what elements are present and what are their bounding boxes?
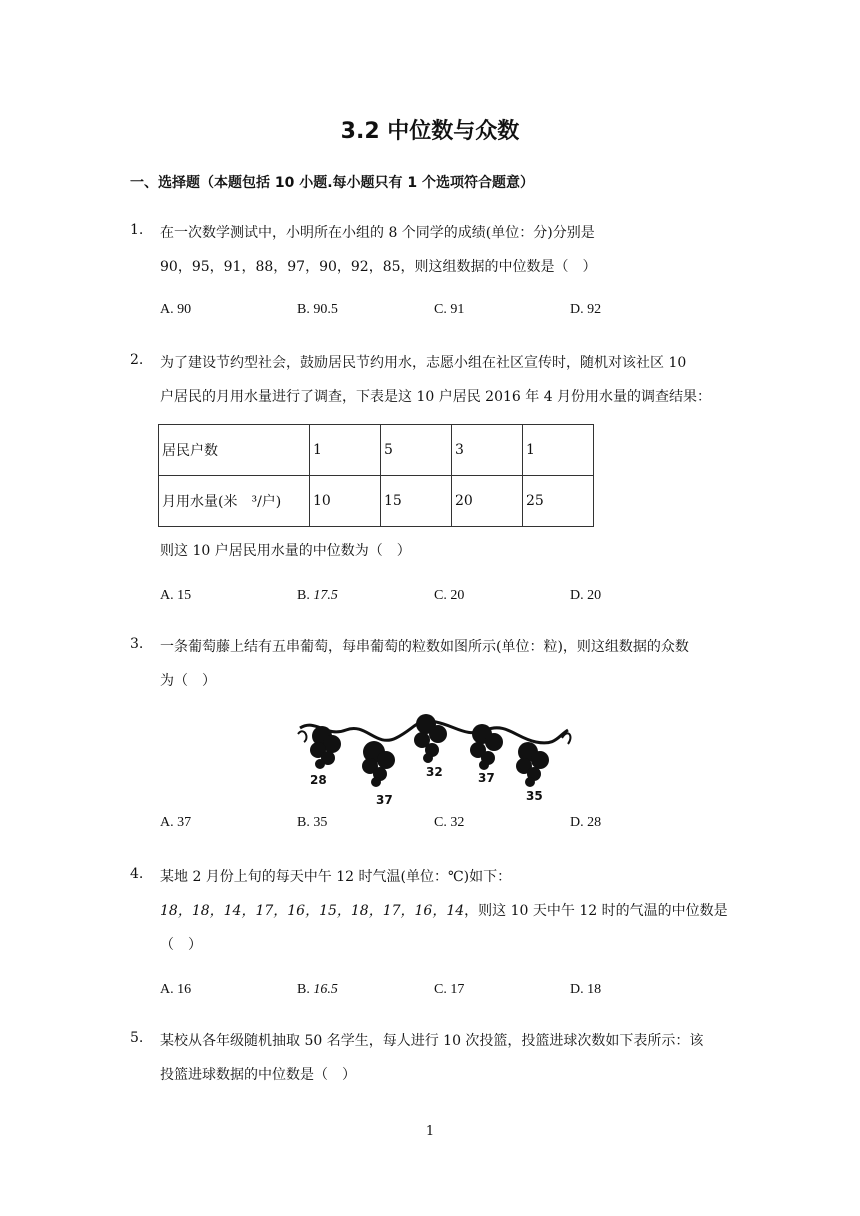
table-cell: 5 bbox=[381, 425, 452, 476]
table-cell: 10 bbox=[310, 476, 381, 527]
question-text bbox=[160, 900, 728, 920]
table-cell: 20 bbox=[452, 476, 523, 527]
option-b-label: B. bbox=[297, 982, 314, 997]
option-d: D. 28 bbox=[570, 815, 602, 830]
table-cell: 15 bbox=[381, 476, 452, 527]
option-d: D. 92 bbox=[570, 302, 602, 317]
question-number: 5. bbox=[130, 1030, 144, 1046]
option-b-label: B. bbox=[297, 588, 314, 603]
table-row bbox=[159, 476, 594, 527]
grape-count-label: 37 bbox=[376, 793, 393, 807]
option-a: A. 90 bbox=[160, 302, 192, 317]
question-tail: ，则这 10 天中午 12 时的气温的中位数是 bbox=[464, 903, 728, 919]
table-cell: 3 bbox=[452, 425, 523, 476]
grape-count-label: 28 bbox=[310, 773, 327, 787]
question-text: （ ） bbox=[160, 937, 202, 953]
option-a: A. 16 bbox=[160, 982, 192, 997]
option-b bbox=[297, 588, 338, 604]
option-c: C. 17 bbox=[434, 982, 465, 997]
grape-bunch bbox=[516, 742, 549, 787]
question-number: 2. bbox=[130, 352, 144, 368]
option-b: B. 35 bbox=[297, 815, 328, 830]
grape-bunch bbox=[414, 714, 447, 763]
option-c: C. 20 bbox=[434, 588, 465, 603]
question-number: 4. bbox=[130, 866, 144, 882]
page-title: 3.2 中位数与众数 bbox=[340, 119, 520, 144]
option-b bbox=[297, 982, 338, 998]
option-c: C. 32 bbox=[434, 815, 465, 830]
table-cell: 25 bbox=[523, 476, 594, 527]
tendril bbox=[562, 733, 570, 744]
option-d: D. 20 bbox=[570, 588, 602, 603]
page-number: 1 bbox=[425, 1124, 435, 1139]
water-usage-table bbox=[158, 424, 594, 527]
question-text: 某校从各年级随机抽取 50 名学生，每人进行 10 次投篮，投篮进球次数如下表所示：该 bbox=[160, 1033, 704, 1049]
grape-vine-illustration bbox=[296, 708, 576, 808]
question-text: 一条葡萄藤上结有五串葡萄，每串葡萄的粒数如图所示(单位：粒)，则这组数据的众数 bbox=[160, 639, 689, 655]
table-cell: 1 bbox=[310, 425, 381, 476]
option-a: A. 37 bbox=[160, 815, 192, 830]
option-b: B. 90.5 bbox=[297, 302, 338, 317]
question-text: 为（ ） bbox=[160, 673, 216, 689]
grape-bunch bbox=[470, 724, 503, 770]
option-a: A. 15 bbox=[160, 588, 192, 603]
grape-count-label: 35 bbox=[526, 789, 543, 803]
section-heading: 一、选择题（本题包括 10 小题.每小题只有 1 个选项符合题意） bbox=[130, 175, 535, 191]
question-text: 户居民的月用水量进行了调查，下表是这 10 户居民 2016 年 4 月份用水量的调查结果： bbox=[160, 389, 712, 405]
question-text: 为了建设节约型社会，鼓励居民节约用水，志愿小组在社区宣传时，随机对该社区 10 bbox=[160, 355, 687, 371]
question-number: 3. bbox=[130, 636, 144, 652]
question-text: 投篮进球数据的中位数是（ ） bbox=[160, 1067, 356, 1083]
grape-bunch bbox=[362, 741, 395, 787]
tendril bbox=[298, 731, 306, 742]
question-number: 1. bbox=[130, 222, 144, 238]
option-b-value: 16.5 bbox=[313, 982, 338, 997]
table-row bbox=[159, 425, 594, 476]
question-text: 90，95，91，88，97，90，92，85，则这组数据的中位数是（ ） bbox=[160, 259, 597, 275]
grape-count-label: 37 bbox=[478, 771, 495, 785]
question-text: 某地 2 月份上旬的每天中午 12 时气温(单位：℃)如下： bbox=[160, 869, 512, 885]
temperature-values: 18，18，14，17，16，15，18，17，16，14 bbox=[160, 903, 465, 919]
table-cell: 1 bbox=[523, 425, 594, 476]
option-c: C. 91 bbox=[434, 302, 465, 317]
table-cell: 居民户数 bbox=[159, 425, 310, 476]
option-b-value: 17.5 bbox=[313, 588, 338, 603]
question-text: 在一次数学测试中，小明所在小组的 8 个同学的成绩(单位：分)分别是 bbox=[160, 225, 595, 241]
question-text: 则这 10 户居民用水量的中位数为（ ） bbox=[160, 543, 411, 559]
grape-count-label: 32 bbox=[426, 765, 443, 779]
table-cell: 月用水量(米 ³/户) bbox=[159, 476, 310, 527]
option-d: D. 18 bbox=[570, 982, 602, 997]
